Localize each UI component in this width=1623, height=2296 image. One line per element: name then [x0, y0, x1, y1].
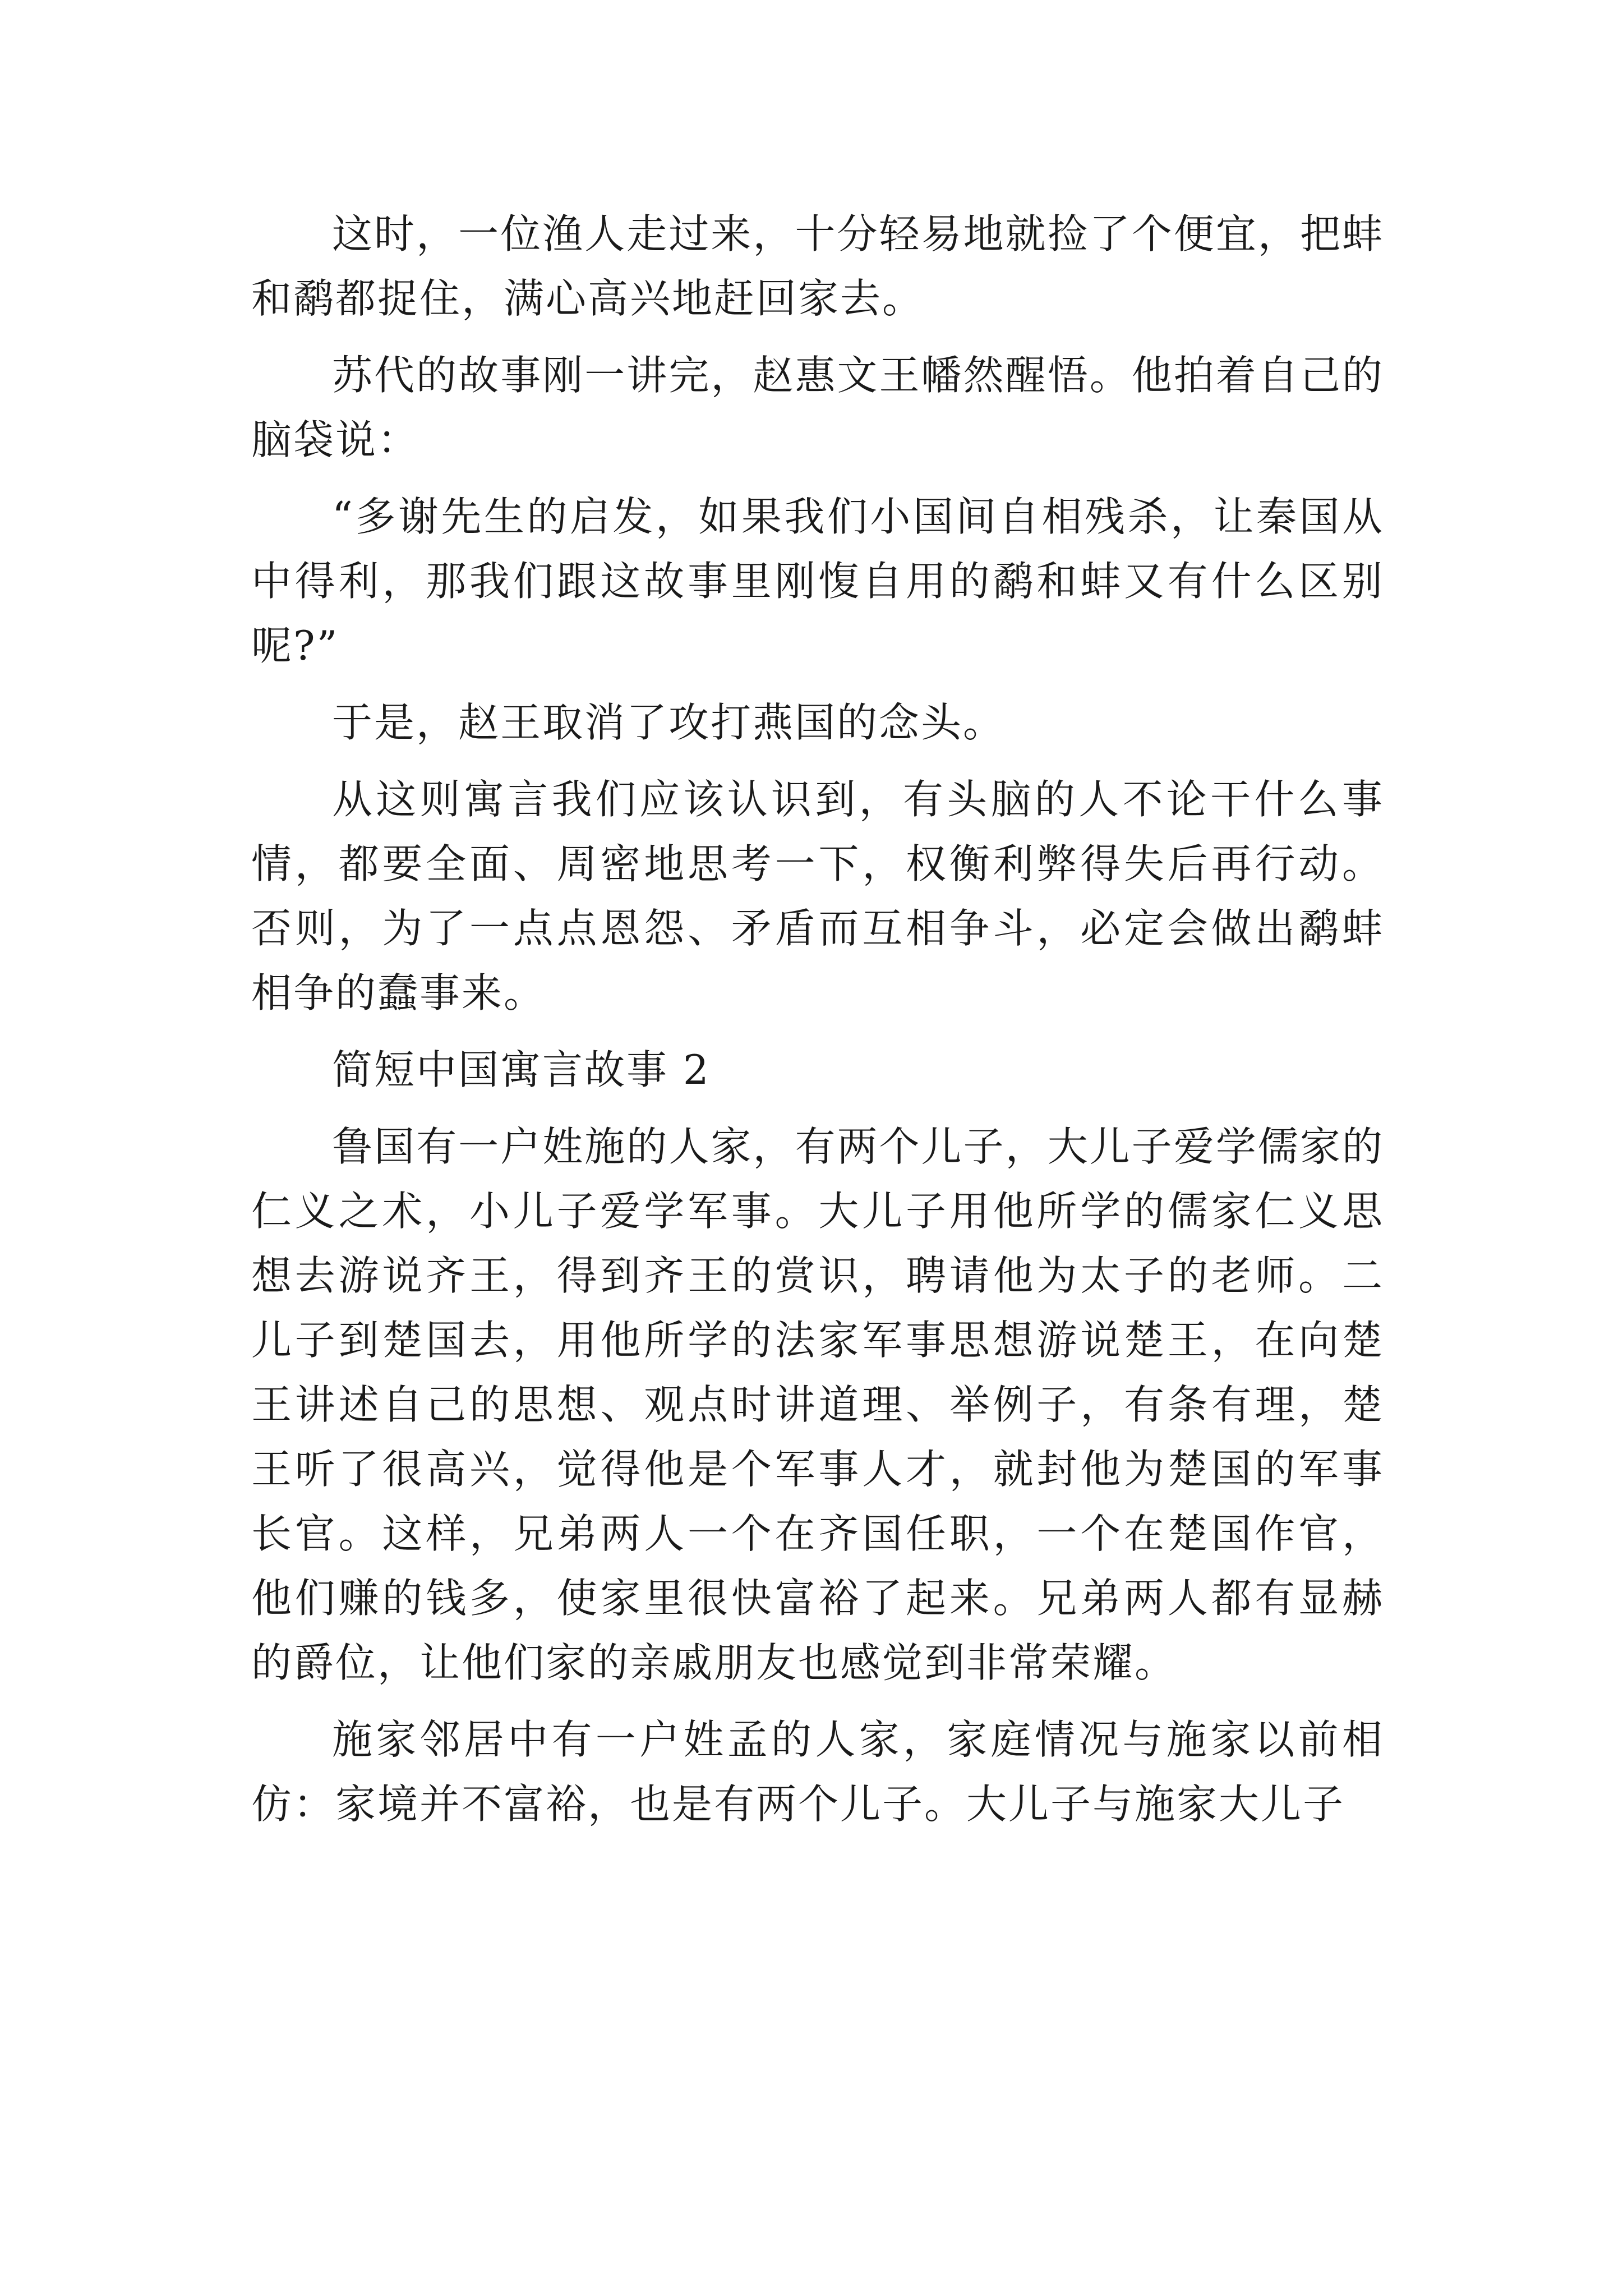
section-heading: 简短中国寓言故事 2	[332, 1046, 711, 1093]
paragraph-king-realizes: 苏代的故事刚一讲完，赵惠文王幡然醒悟。他拍着自己的脑袋说：	[251, 352, 1384, 463]
paragraph-shi-family: 鲁国有一户姓施的人家，有两个儿子，大儿子爱学儒家的仁义之术，小儿子爱学军事。大儿子用他所学的儒家仁义思想去游说齐王，得到齐王的赏识，聘请他为太子的老师。二儿子到楚国去，用他所学的法家军事思想游说楚王，在向楚王讲述自己的思想、观点时讲道理、举例子，有条有理，楚王听了很高兴，觉得他是个军事人才，就封他为楚国的军事长官。这样，兄弟两人一个在齐国任职，一个在楚国作官，他们赚的钱多，使家里很快富裕了起来。兄弟两人都有显赫的爵位，让他们家的亲戚朋友也感觉到非常荣耀。	[251, 1123, 1384, 1686]
paragraph-quote: “多谢先生的启发，如果我们小国间自相残杀，让秦国从中得利，那我们跟这故事里刚愎自用的鹬和蚌又有什么区别呢?”	[251, 493, 1384, 669]
paragraph-fisherman: 这时，一位渔人走过来，十分轻易地就捡了个便宜，把蚌和鹬都捉住，满心高兴地赶回家去。	[251, 210, 1384, 322]
paragraph-moral: 从这则寓言我们应该认识到，有头脑的人不论干什么事情，都要全面、周密地思考一下，权衡利弊得失后再行动。否则，为了一点点恩怨、矛盾而互相争斗，必定会做出鹬蚌相争的蠢事来。	[251, 776, 1384, 1016]
document-page	[251, 202, 1384, 1837]
paragraph-cancel-attack: 于是，赵王取消了攻打燕国的念头。	[332, 699, 1006, 746]
paragraph-meng-family: 施家邻居中有一户姓孟的人家，家庭情况与施家以前相仿：家境并不富裕，也是有两个儿子。大儿子与施家大儿子	[251, 1716, 1384, 1828]
